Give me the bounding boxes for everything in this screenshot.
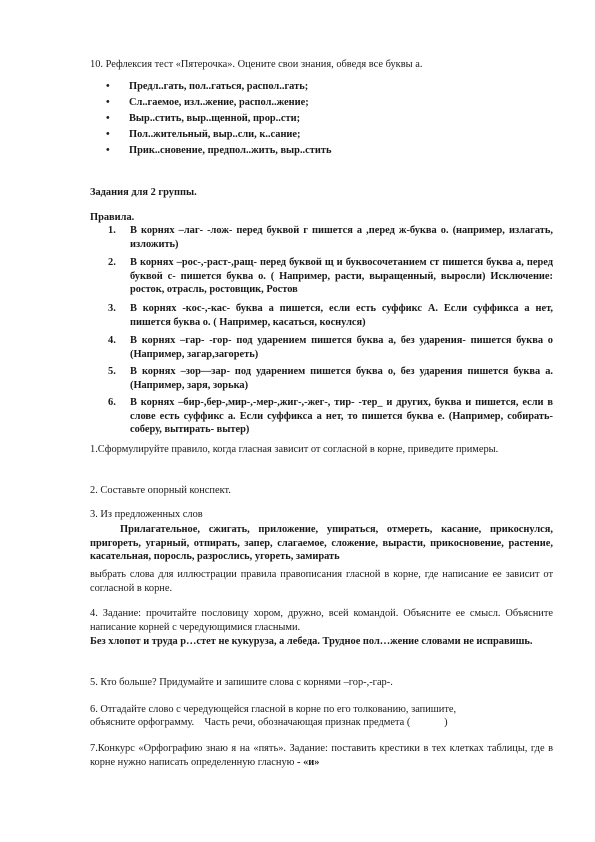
rule-item — [108, 365, 553, 392]
rule-number: 2. — [108, 257, 116, 268]
bullet-icon: • — [106, 81, 110, 92]
bullet-icon: • — [106, 129, 110, 140]
rule-text: В корнях -кос-,-кас- буква а пишется, если есть суффикс А. Если суффикса а нет, пишется буква о. ( Например, касаться, коснулся) — [130, 303, 553, 328]
bullet-text: Прик..сновение, предпол..жить, выр..стить — [129, 145, 332, 156]
rule-item — [108, 302, 553, 329]
rule-text: В корнях –зор—зар- под ударением пишется буква о, без ударения пишется буква а. (Например, заря, зорька) — [130, 366, 553, 391]
task10-title: 10. Рефлексия тест «Пятерочка». Оцените свои знания, обведя все буквы а. — [90, 59, 423, 70]
rules-heading: Правила. — [90, 212, 135, 223]
rule-number: 6. — [108, 397, 116, 408]
rule-text: В корнях –рос-,-раст-,ращ- перед буквой щ и буквосочетанием ст пишется буква а, перед буквой с- пишется буква о. ( Например, расти, выращенный, выросли) Исключение: росток, отрасль, ростовщик, Ростов — [130, 257, 553, 296]
rule-number: 1. — [108, 225, 116, 236]
task3-tail: выбрать слова для иллюстрации правила правописания гласной в корне, где написание ее зависит от согласной в корне. — [90, 569, 553, 594]
rule-text: В корнях –лаг- -лож- перед буквой г пишется а ,перед ж-буква о. (например, излагать, изложить) — [130, 225, 553, 250]
task4-text: 4. Задание: прочитайте пословицу хором, дружно, всей командой. Объясните ее смысл. Объясните написание корней с чередующимися гласными. — [90, 608, 553, 633]
task6-line1: 6. Отгадайте слово с чередующейся гласной в корне по его толкованию, запишите, — [90, 704, 457, 715]
rule-item — [108, 396, 553, 437]
bullet-text: Предл..гать, пол..гаться, распол..гать; — [129, 81, 309, 92]
task3-words: Прилагательное, сжигать, приложение, упираться, отмереть, касание, прикоснулся, пригореть, угарный, отпирать, запер, слагаемое, сложение, вырасти, прикосновение, растение, касательная, поросль, разрослись, угореть, замирать — [90, 524, 553, 563]
rule-number: 3. — [108, 303, 116, 314]
bullet-icon: • — [106, 113, 110, 124]
bullet-text: Пол..жительный, выр..сли, к..сание; — [129, 129, 301, 140]
rule-number: 4. — [108, 335, 116, 346]
bullet-icon: • — [106, 145, 110, 156]
task3-intro: 3. Из предложенных слов — [90, 509, 203, 520]
rule-number: 5. — [108, 366, 116, 377]
task1-text: 1.Сформулируйте правило, когда гласная зависит от согласной в корне, приведите примеры. — [90, 444, 499, 455]
bullet-icon: • — [106, 97, 110, 108]
task7-letter: - «и» — [294, 756, 320, 768]
task7-body: 7.Конкурс «Орфографию знаю я на «пять». Задание: поставить крестики в тех клетках таблицы, где в корне нужно написать определенную гласную — [90, 743, 553, 768]
bullet-text: Сл..гаемое, изл..жение, распол..жение; — [129, 97, 309, 108]
task2-text: 2. Составьте опорный конспект. — [90, 485, 231, 496]
task4-proverb: Без хлопот и труда р…стет не кукуруза, а лебеда. Трудное пол…жение словами не исправишь. — [90, 636, 533, 647]
rule-item — [108, 256, 553, 297]
rule-item — [108, 334, 553, 361]
bullet-text: Выр..стить, выр..щенной, прор..сти; — [129, 113, 301, 124]
rule-text: В корнях –бир-,бер-,мир-,-мер-,жиг-,-жег-, тир- -тер_ и других, буква и пишется, если в слове есть суффикс а. Если суффикса а нет, то пишется буква е. (Например, собирать-соберу, вытирать- вытер) — [130, 397, 553, 436]
task7-text — [90, 742, 553, 769]
rule-item — [108, 224, 553, 251]
group2-heading: Задания для 2 группы. — [90, 187, 197, 198]
rule-text: В корнях –гар- -гор- под ударением пишется буква а, без ударения- пишется буква о (Например, загар,загореть) — [130, 335, 553, 360]
task6-line2: объясните орфограмму. Часть речи, обозначающая признак предмета ( ) — [90, 717, 448, 728]
task5-text: 5. Кто больше? Придумайте и запишите слова с корнями –гор-,-гар-. — [90, 677, 393, 688]
